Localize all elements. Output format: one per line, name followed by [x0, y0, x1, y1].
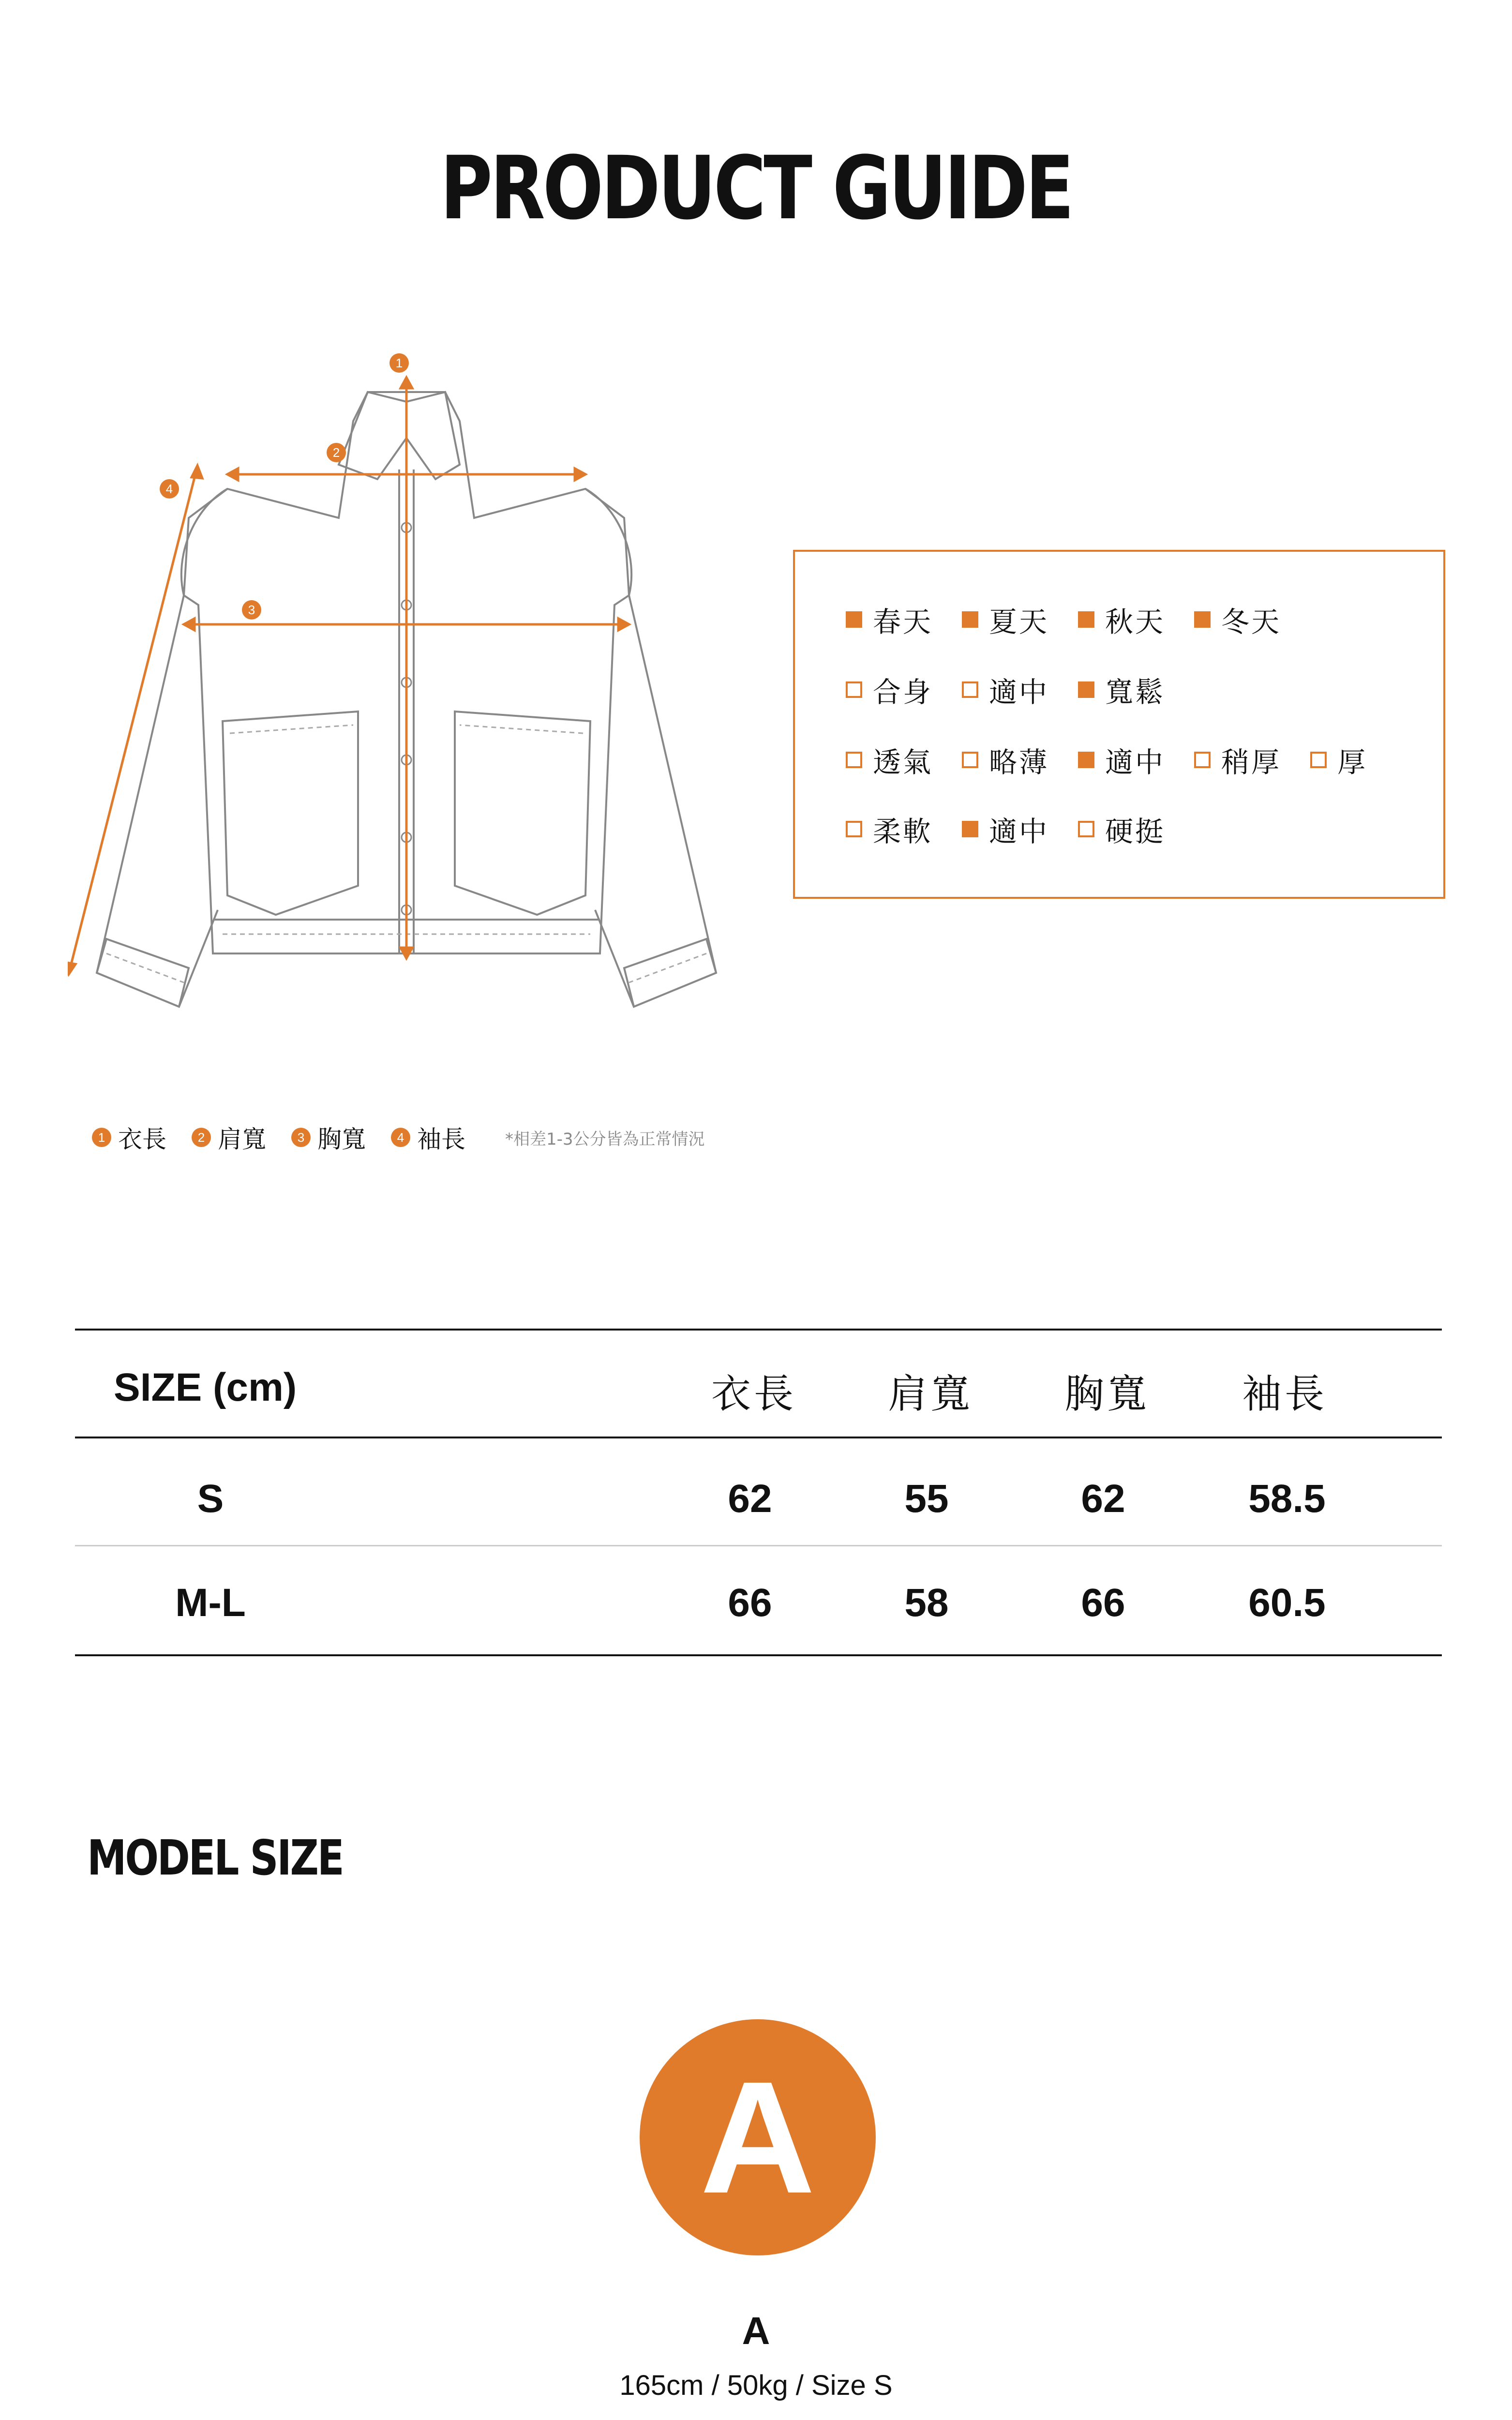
number-badge: 3 [291, 1128, 311, 1147]
option-loose: 寬鬆 [1078, 669, 1165, 710]
thickness-row [846, 743, 1396, 777]
checkbox-icon [962, 752, 978, 768]
length-cell: 62 [728, 1477, 772, 1521]
header-chest: 胸寬 [1064, 1371, 1150, 1417]
checkbox-icon [1194, 752, 1211, 768]
number-badge: 4 [391, 1128, 410, 1147]
number-badge: 2 [192, 1128, 211, 1147]
checkbox-icon [846, 752, 862, 768]
option-breathable: 透氣 [846, 740, 933, 780]
option-spring: 春天 [846, 599, 933, 640]
option-slightly-thick: 稍厚 [1194, 740, 1281, 780]
page-title: PRODUCT GUIDE [440, 138, 1072, 239]
checkbox-icon [1310, 752, 1327, 768]
model-name: A [742, 2309, 770, 2352]
option-thin: 略薄 [962, 740, 1049, 780]
checkbox-icon [962, 681, 978, 698]
size-cell: M-L [175, 1581, 246, 1625]
measurement-legend [92, 1123, 705, 1152]
svg-text:4: 4 [165, 482, 173, 496]
checkbox-icon [962, 821, 978, 837]
sleeve-cell: 58.5 [1248, 1477, 1326, 1521]
legend-item-length: 1 衣長 [92, 1120, 166, 1155]
legend-item-shoulder: 2 肩寬 [192, 1120, 266, 1155]
attribute-box [793, 550, 1445, 899]
svg-text:2: 2 [332, 445, 340, 460]
option-soft: 柔軟 [846, 809, 933, 849]
model-measurements: 165cm / 50kg / Size S [619, 2370, 893, 2401]
tolerance-note: *相差1-3公分皆為正常情況 [505, 1129, 705, 1149]
softness-row [846, 812, 1194, 846]
option-medium-thickness: 適中 [1078, 740, 1165, 780]
option-summer: 夏天 [962, 599, 1049, 640]
header-size: SIZE (cm) [114, 1365, 297, 1409]
measurement-lines [68, 378, 629, 974]
checkbox-icon [1194, 611, 1211, 628]
svg-text:3: 3 [248, 603, 255, 617]
table-rule-bottom [75, 1654, 1442, 1656]
option-regular-fit: 適中 [962, 669, 1049, 710]
jacket-diagram [68, 353, 735, 1041]
checkbox-icon [846, 681, 862, 698]
shoulder-cell: 55 [904, 1477, 949, 1521]
svg-text:1: 1 [395, 356, 403, 370]
season-row [846, 603, 1310, 636]
size-table [75, 1329, 1442, 1658]
table-rule-header [75, 1437, 1442, 1438]
shoulder-cell: 58 [904, 1581, 949, 1625]
option-stiff: 硬挺 [1078, 809, 1165, 849]
header-sleeve: 袖長 [1242, 1371, 1328, 1417]
model-badge: A [640, 2019, 876, 2255]
legend-item-chest: 3 胸寬 [291, 1120, 366, 1155]
checkbox-icon [1078, 681, 1094, 698]
length-cell: 66 [728, 1581, 772, 1625]
chest-cell: 66 [1081, 1581, 1125, 1625]
checkbox-icon [1078, 611, 1094, 628]
sleeve-line [70, 472, 196, 968]
header-length: 衣長 [711, 1371, 797, 1417]
option-fitted: 合身 [846, 669, 933, 710]
option-medium-softness: 適中 [962, 809, 1049, 849]
header-shoulder: 肩寬 [888, 1371, 973, 1417]
checkbox-icon [846, 821, 862, 837]
option-winter: 冬天 [1194, 599, 1281, 640]
checkbox-icon [1078, 752, 1094, 768]
number-badge: 1 [92, 1128, 111, 1147]
checkbox-icon [846, 611, 862, 628]
model-size-title: MODEL SIZE [87, 1830, 343, 1886]
fit-row [846, 673, 1194, 707]
sleeve-cell: 60.5 [1248, 1581, 1326, 1625]
chest-cell: 62 [1081, 1477, 1125, 1521]
checkbox-icon [962, 611, 978, 628]
table-rule-top [75, 1329, 1442, 1331]
size-cell: S [197, 1477, 224, 1521]
option-thick: 厚 [1310, 740, 1367, 780]
checkbox-icon [1078, 821, 1094, 837]
option-autumn: 秋天 [1078, 599, 1165, 640]
legend-item-sleeve: 4 袖長 [391, 1120, 465, 1155]
table-rule-row [75, 1545, 1442, 1546]
